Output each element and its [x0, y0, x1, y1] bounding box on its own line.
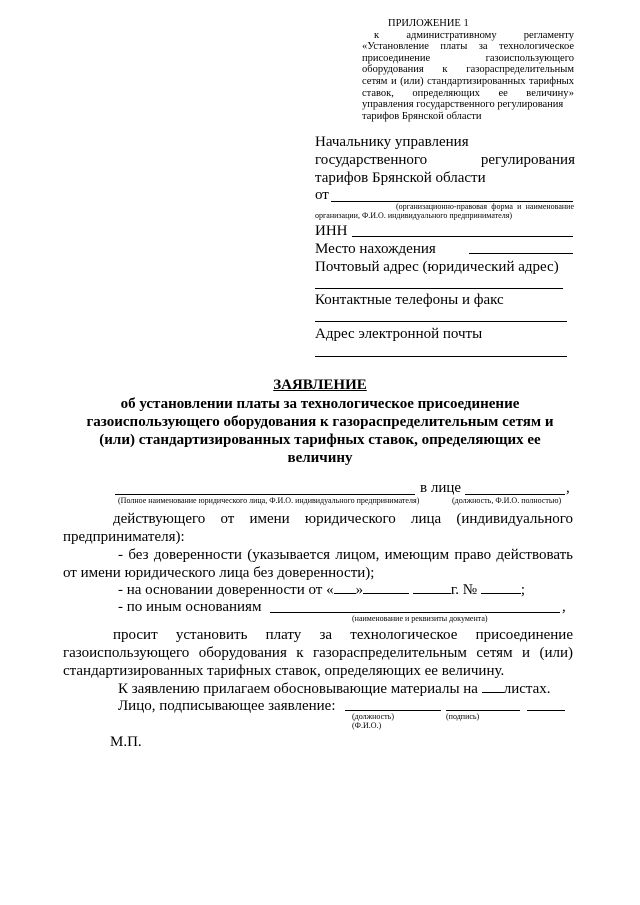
document-subtitle-2: газоиспользующего оборудования к газораспределительным сетям и — [86, 414, 554, 430]
proxy-year-label: г. № — [450, 582, 478, 598]
document-subtitle-4: величину — [287, 450, 353, 466]
other-grounds-underline[interactable] — [270, 612, 560, 613]
acting-line-2: предпринимателя): — [63, 529, 185, 545]
location-underline[interactable] — [469, 253, 573, 254]
attachments-line — [118, 680, 551, 698]
phones-label: Контактные телефоны и факс — [315, 292, 504, 308]
email-underline[interactable] — [315, 356, 567, 357]
appendix-line: присоединение газоиспользующего — [362, 52, 574, 64]
inn-underline[interactable] — [352, 236, 573, 237]
signer-position-note: (должность) — [352, 712, 394, 721]
representative-note: (должность, Ф.И.О. полностью) — [452, 496, 562, 505]
other-grounds-comma: , — [562, 599, 566, 615]
proxy-line — [118, 581, 525, 599]
from-note-2: организации, Ф.И.О. индивидуального предпринимателя) — [315, 211, 513, 220]
comma: , — [566, 480, 570, 496]
appendix-line: оборудования к газораспределительным — [362, 64, 574, 76]
appendix-line: управления государственного регулирования — [362, 99, 564, 111]
signer-label: Лицо, подписывающее заявление: — [118, 698, 336, 714]
appendix-line: к административному регламенту — [374, 29, 574, 41]
inn-label: ИНН — [315, 223, 348, 239]
email-label: Адрес электронной почты — [315, 326, 483, 342]
postal-underline[interactable] — [315, 288, 563, 289]
from-note-1: (организационно-правовая форма и наименование — [396, 202, 574, 211]
attachments-count-field[interactable] — [482, 680, 504, 693]
attachments-label: К заявлению прилагаем обосновывающие материалы на — [118, 681, 478, 697]
document-title: ЗАЯВЛЕНИЕ — [273, 377, 367, 393]
proxy-month-field[interactable] — [363, 581, 409, 594]
addressee-line-1: Начальнику управления — [315, 134, 469, 150]
in-person-label: в лице — [420, 480, 462, 496]
addressee-line-2b: регулирования — [480, 152, 575, 168]
acting-line-1: действующего от имени юридического лица (индивидуального — [113, 511, 573, 527]
attachments-sheets-label: листах. — [503, 681, 551, 697]
document-subtitle-3: (или) стандартизированных тарифных ставок, определяющих ее — [99, 432, 541, 448]
stamp-label: М.П. — [110, 734, 142, 750]
company-name-note: (Полное наименование юридического лица, Ф.И.О. индивидуального предпринимателя) — [118, 496, 420, 505]
postal-label: Почтовый адрес (юридический адрес) — [315, 259, 559, 275]
representative-underline[interactable] — [465, 494, 565, 495]
appendix-line: «Установление платы за технологическое — [362, 41, 574, 53]
no-proxy-line-2: от имени юридического лица без доверенности); — [63, 565, 375, 581]
proxy-semicolon: ; — [520, 582, 526, 598]
addressee-line-2a: государственного — [315, 152, 428, 168]
proxy-quote-close: » — [355, 582, 364, 598]
addressee-line-2 — [315, 151, 575, 169]
request-line-2: газоиспользующего оборудования к газораспределительным сетям и (или) — [63, 645, 573, 661]
phones-underline[interactable] — [315, 321, 567, 322]
signer-signature-note: (подпись) — [446, 712, 480, 721]
other-grounds-note: (наименование и реквизиты документа) — [352, 614, 488, 623]
signer-signature-underline[interactable] — [446, 710, 520, 711]
request-line-1: просит установить плату за технологическое присоединение — [113, 627, 573, 643]
signer-name-underline[interactable] — [527, 710, 565, 711]
appendix-block — [362, 18, 574, 122]
location-label: Место нахождения — [315, 241, 436, 257]
appendix-line: ставок, определяющих ее величину» — [362, 87, 574, 99]
other-grounds-label: - по иным основаниям — [118, 599, 262, 615]
addressee-line-3: тарифов Брянской области — [315, 170, 486, 186]
proxy-label: - на основании доверенности от « — [118, 582, 334, 598]
signer-position-underline[interactable] — [345, 710, 441, 711]
from-label: от — [315, 187, 329, 203]
appendix-line: сетям и (или) стандартизированных тарифных — [362, 75, 574, 87]
appendix-title: ПРИЛОЖЕНИЕ 1 — [388, 18, 469, 29]
document-subtitle-1: об установлении платы за технологическое присоединение — [120, 396, 520, 412]
appendix-line: тарифов Брянской области — [362, 110, 482, 122]
proxy-day-field[interactable] — [334, 581, 356, 594]
proxy-year-field[interactable] — [413, 581, 451, 594]
proxy-number-field[interactable] — [481, 581, 521, 594]
no-proxy-line-1: - без доверенности (указывается лицом, имеющим право действовать — [118, 547, 573, 563]
company-name-underline[interactable] — [115, 494, 415, 495]
signer-name-note: (Ф.И.О.) — [352, 721, 382, 730]
request-line-3: стандартизированных тарифных ставок, определяющих ее величину. — [63, 663, 505, 679]
